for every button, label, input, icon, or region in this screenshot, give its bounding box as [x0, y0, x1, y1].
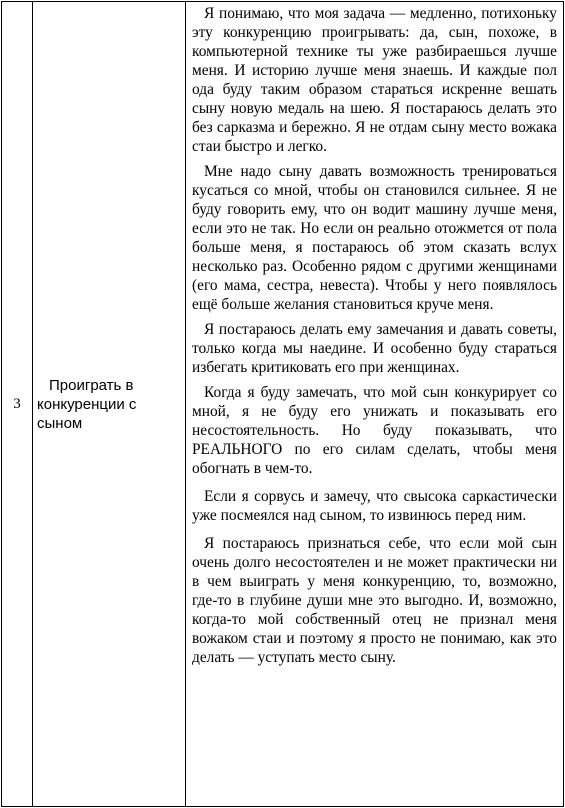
paragraph-3: Я постараюсь делать ему замечания и давать советы, только когда мы наедине. И особенно буду стараться избегать критиковать его при женщинах.	[192, 321, 557, 376]
row-body-cell	[186, 2, 563, 806]
row-title-cell	[33, 2, 186, 806]
paragraph-1: Я понимаю, что моя задача — медленно, потихоньку эту конкуренцию проигрывать: да, сын, похоже, в компьютерной технике ты уже разбираешься лучше меня. И историю лучше меня знаешь. И каждые пол ода буду таким образом стараться искренне вешать сыну новую медаль на шею. Я постараюсь делать это без сарказма и бережно. Я не отдам сыну место вожака стаи быстро и легко.	[192, 5, 557, 155]
row-title: Проиграть в конкуренции с сыном	[37, 376, 137, 432]
paragraph-6: Я постараюсь признаться себе, что если мой сын очень долго несостоятелен и не может практически ни в чем выиграть у меня конкуренцию, то, возможно, где-то в глубине души мне это выгодно. И, возможно, когда-то мой собственный отец не признал меня вожаком стаи и поэтому я просто не понимаю, как это делать — уступать место сыну.	[192, 535, 557, 666]
paragraph-5: Если я сорвусь и замечу, что свысока саркастически уже посмеялся над сыном, то извинюсь перед ним.	[192, 488, 557, 524]
table	[1, 1, 564, 807]
row-number-cell	[2, 2, 33, 806]
paragraph-2: Мне надо сыну давать возможность тренироваться кусаться со мной, чтобы он становился сильнее. Я не буду говорить ему, что он водит машину лучше меня, если это не так. Но если он реально отожмется от пола больше меня, я постараюсь об этом сказать вслух несколько раз. Особенно рядом с другими женщинами (его мама, сестра, невеста). Чтобы у него появлялось ещё больше желания становиться круче меня.	[192, 163, 557, 313]
paragraph-4: Когда я буду замечать, что мой сын конкурирует со мной, я не буду его унижать и показывать его несостоятельность. Но буду показывать, что РЕАЛЬНОГО по его силам сделать, чтобы меня обогнать в чем-то.	[192, 384, 557, 477]
row-number: 3	[13, 395, 21, 412]
